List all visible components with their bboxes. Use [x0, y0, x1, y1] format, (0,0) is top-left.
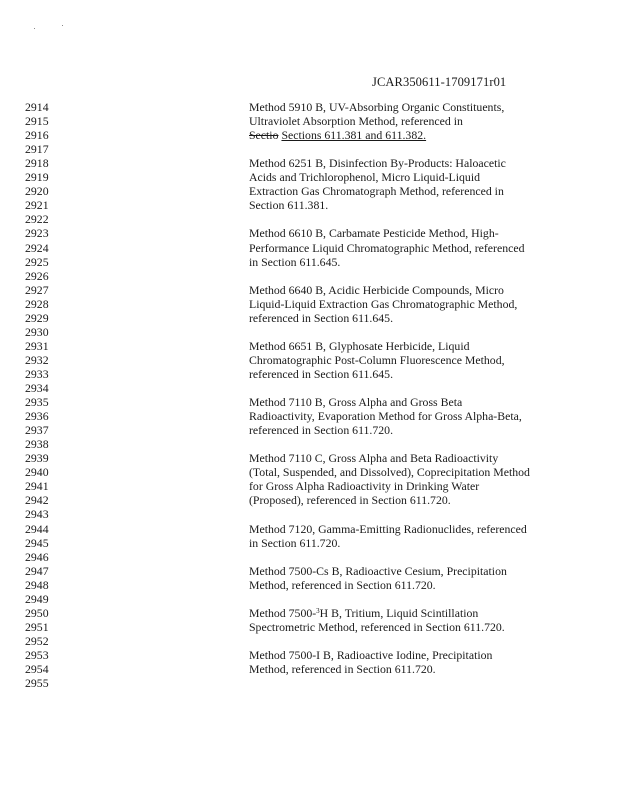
line-number: 2949	[25, 591, 49, 606]
line-text: Method 6640 B, Acidic Herbicide Compounds, Micro	[249, 282, 504, 297]
document-line	[0, 184, 618, 198]
line-text: Method 6651 B, Glyphosate Herbicide, Liquid	[249, 338, 470, 353]
document-line	[0, 381, 618, 395]
document-line	[0, 550, 618, 564]
document-id: JCAR350611-1709171r01	[372, 75, 507, 89]
line-number: 2928	[25, 296, 49, 311]
line-text: Method, referenced in Section 611.720.	[249, 577, 436, 592]
line-text	[249, 128, 426, 142]
document-line	[0, 283, 618, 297]
line-number: 2940	[25, 465, 49, 480]
line-text-prefix: Method 7500-	[249, 605, 317, 620]
line-text: Method 7500-I B, Radioactive Iodine, Precipitation	[249, 647, 493, 662]
line-text: Acids and Trichlorophenol, Micro Liquid-Liquid	[249, 170, 481, 185]
document-line	[0, 479, 618, 493]
line-number: 2934	[25, 381, 49, 395]
document-line	[0, 128, 618, 142]
scan-specks	[34, 25, 74, 31]
document-line	[0, 142, 618, 156]
document-line	[0, 114, 618, 128]
line-text: in Section 611.645.	[249, 254, 341, 269]
line-text: (Total, Suspended, and Dissolved), Coprecipitation Method	[249, 465, 530, 480]
line-number: 2944	[25, 521, 49, 536]
document-line	[0, 241, 618, 255]
document-line	[0, 437, 618, 451]
document-line	[0, 423, 618, 437]
line-text: Ultraviolet Absorption Method, referenced in	[249, 114, 463, 129]
line-number: 2950	[25, 605, 49, 620]
line-text: Liquid-Liquid Extraction Gas Chromatographic Method,	[249, 296, 518, 311]
line-number: 2919	[25, 170, 49, 185]
document-line	[0, 620, 618, 634]
document-line	[0, 297, 618, 311]
line-number: 2915	[25, 114, 49, 129]
document-line	[0, 269, 618, 283]
line-number: 2929	[25, 310, 49, 325]
line-number: 2951	[25, 619, 49, 634]
document-line	[0, 606, 618, 620]
line-number: 2955	[25, 676, 49, 691]
line-text: referenced in Section 611.645.	[249, 310, 394, 325]
document-line	[0, 100, 618, 114]
deleted-text: Sectio	[249, 128, 279, 143]
line-text: (Proposed), referenced in Section 611.720.	[249, 493, 451, 508]
line-number: 2925	[25, 254, 49, 269]
document-line	[0, 507, 618, 521]
document-line	[0, 339, 618, 353]
line-number: 2936	[25, 409, 49, 424]
inserted-text: Sections 611.381 and 611.382.	[281, 128, 427, 143]
document-line	[0, 676, 618, 690]
line-number: 2945	[25, 535, 49, 550]
line-text: Radioactivity, Evaporation Method for Gross Alpha-Beta,	[249, 409, 522, 424]
line-number: 2937	[25, 423, 49, 438]
document-line	[0, 536, 618, 550]
line-number: 2917	[25, 142, 49, 157]
line-number: 2914	[25, 100, 49, 114]
document-line	[0, 648, 618, 662]
line-number: 2916	[25, 128, 49, 143]
line-text: for Gross Alpha Radioactivity in Drinking Water	[249, 479, 480, 494]
line-text: Method 6251 B, Disinfection By-Products: Haloacetic	[249, 156, 506, 171]
document-line	[0, 212, 618, 226]
line-text: Method 7110 C, Gross Alpha and Beta Radioactivity	[249, 451, 499, 466]
line-number: 2954	[25, 662, 49, 676]
line-number: 2930	[25, 324, 49, 339]
line-number: 2931	[25, 338, 49, 353]
document-line	[0, 325, 618, 339]
line-number: 2926	[25, 268, 49, 283]
line-number: 2952	[25, 633, 49, 648]
line-number: 2927	[25, 282, 49, 297]
line-number: 2941	[25, 479, 49, 494]
line-text: referenced in Section 611.720.	[249, 423, 394, 438]
line-number: 2938	[25, 437, 49, 452]
line-number: 2933	[25, 366, 49, 381]
document-line	[0, 226, 618, 240]
document-line	[0, 465, 618, 479]
line-text: Spectrometric Method, referenced in Section 611.720.	[249, 619, 505, 634]
superscript: 3	[316, 606, 320, 615]
line-text: Method 7500-Cs B, Radioactive Cesium, Precipitation	[249, 563, 507, 578]
line-number: 2921	[25, 198, 49, 213]
line-text: Method 7110 B, Gross Alpha and Gross Beta	[249, 395, 463, 410]
document-line	[0, 255, 618, 269]
line-text: referenced in Section 611.645.	[249, 366, 394, 381]
document-line	[0, 634, 618, 648]
document-line	[0, 198, 618, 212]
document-line	[0, 311, 618, 325]
line-text: Method 5910 B, UV-Absorbing Organic Constituents,	[249, 100, 505, 114]
line-text: Method 7120, Gamma-Emitting Radionuclides, referenced	[249, 521, 527, 536]
document-line	[0, 451, 618, 465]
document-line	[0, 395, 618, 409]
document-line	[0, 367, 618, 381]
line-number: 2948	[25, 577, 49, 592]
document-line	[0, 522, 618, 536]
line-number: 2923	[25, 226, 49, 241]
line-number: 2943	[25, 507, 49, 522]
document-line	[0, 592, 618, 606]
line-text: in Section 611.720.	[249, 535, 341, 550]
document-line	[0, 493, 618, 507]
line-text: Performance Liquid Chromatographic Method, referenced	[249, 240, 525, 255]
line-number: 2924	[25, 240, 49, 255]
line-text: Chromatographic Post-Column Fluorescence Method,	[249, 352, 505, 367]
document-line	[0, 564, 618, 578]
line-text-rest: H B, Tritium, Liquid Scintillation	[319, 605, 479, 620]
line-number: 2939	[25, 451, 49, 466]
line-text: Section 611.381.	[249, 198, 329, 213]
line-number: 2918	[25, 156, 49, 171]
line-text	[249, 606, 478, 620]
line-number: 2920	[25, 184, 49, 199]
line-text: Extraction Gas Chromatograph Method, referenced in	[249, 184, 504, 199]
line-number: 2942	[25, 493, 49, 508]
document-line	[0, 578, 618, 592]
line-number: 2947	[25, 563, 49, 578]
line-number: 2935	[25, 395, 49, 410]
line-number: 2922	[25, 212, 49, 227]
document-line	[0, 662, 618, 676]
document-line	[0, 156, 618, 170]
document-line	[0, 409, 618, 423]
line-text: Method, referenced in Section 611.720.	[249, 662, 436, 676]
document-line	[0, 170, 618, 184]
line-number: 2932	[25, 352, 49, 367]
document-line	[0, 353, 618, 367]
line-number: 2953	[25, 647, 49, 662]
line-number: 2946	[25, 549, 49, 564]
line-text: Method 6610 B, Carbamate Pesticide Method, High-	[249, 226, 499, 241]
